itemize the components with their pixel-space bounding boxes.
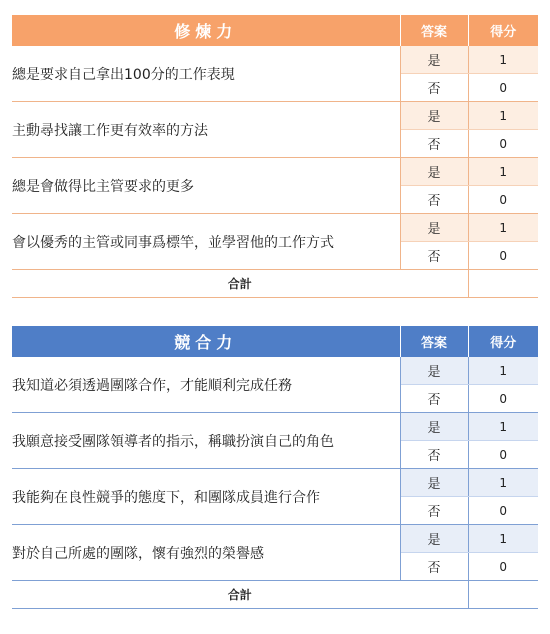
answer-yes[interactable]: 是 (400, 214, 468, 242)
answer-no[interactable]: 否 (400, 553, 468, 581)
answer-header: 答案 (400, 15, 468, 46)
score-no: 0 (468, 74, 538, 102)
table-header (12, 15, 538, 46)
table-title: 修煉力 (12, 15, 400, 46)
question-text: 對於自己所處的團隊，懷有強烈的榮譽感 (12, 525, 400, 581)
question-text: 會以優秀的主管或同事爲標竿，並學習他的工作方式 (12, 214, 400, 270)
answer-no[interactable]: 否 (400, 186, 468, 214)
table-header (12, 326, 538, 357)
total-row (12, 581, 538, 609)
answer-no[interactable]: 否 (400, 242, 468, 270)
score-header: 得分 (468, 326, 538, 357)
score-no: 0 (468, 385, 538, 413)
score-yes: 1 (468, 46, 538, 74)
score-yes: 1 (468, 469, 538, 497)
table-row (12, 525, 538, 553)
answer-yes[interactable]: 是 (400, 413, 468, 441)
table-title: 競合力 (12, 326, 400, 357)
table-row (12, 46, 538, 74)
answer-no[interactable]: 否 (400, 497, 468, 525)
total-score-cell[interactable] (468, 581, 538, 609)
table-row (12, 158, 538, 186)
answer-yes[interactable]: 是 (400, 46, 468, 74)
total-row (12, 270, 538, 298)
question-text: 總是會做得比主管要求的更多 (12, 158, 400, 214)
score-yes: 1 (468, 102, 538, 130)
answer-no[interactable]: 否 (400, 441, 468, 469)
answer-yes[interactable]: 是 (400, 357, 468, 385)
answer-no[interactable]: 否 (400, 74, 468, 102)
answer-no[interactable]: 否 (400, 130, 468, 158)
score-no: 0 (468, 441, 538, 469)
question-text: 總是要求自己拿出100分的工作表現 (12, 46, 400, 102)
score-header: 得分 (468, 15, 538, 46)
question-text: 主動尋找讓工作更有效率的方法 (12, 102, 400, 158)
answer-header: 答案 (400, 326, 468, 357)
score-yes: 1 (468, 525, 538, 553)
total-score-cell[interactable] (468, 270, 538, 298)
answer-yes[interactable]: 是 (400, 102, 468, 130)
collaboration-table (12, 326, 538, 609)
table-row (12, 214, 538, 242)
score-no: 0 (468, 130, 538, 158)
answer-no[interactable]: 否 (400, 385, 468, 413)
score-yes: 1 (468, 214, 538, 242)
answer-yes[interactable]: 是 (400, 158, 468, 186)
question-text: 我能夠在良性競爭的態度下，和團隊成員進行合作 (12, 469, 400, 525)
total-label: 合計 (12, 581, 468, 609)
cultivation-table (12, 15, 538, 298)
total-label: 合計 (12, 270, 468, 298)
table-row (12, 469, 538, 497)
table-row (12, 102, 538, 130)
question-text: 我知道必須透過團隊合作，才能順利完成任務 (12, 357, 400, 413)
score-yes: 1 (468, 158, 538, 186)
score-no: 0 (468, 553, 538, 581)
answer-yes[interactable]: 是 (400, 469, 468, 497)
score-no: 0 (468, 186, 538, 214)
score-no: 0 (468, 242, 538, 270)
question-text: 我願意接受團隊領導者的指示，稱職扮演自己的角色 (12, 413, 400, 469)
table-row (12, 357, 538, 385)
answer-yes[interactable]: 是 (400, 525, 468, 553)
score-yes: 1 (468, 413, 538, 441)
score-no: 0 (468, 497, 538, 525)
table-row (12, 413, 538, 441)
score-yes: 1 (468, 357, 538, 385)
